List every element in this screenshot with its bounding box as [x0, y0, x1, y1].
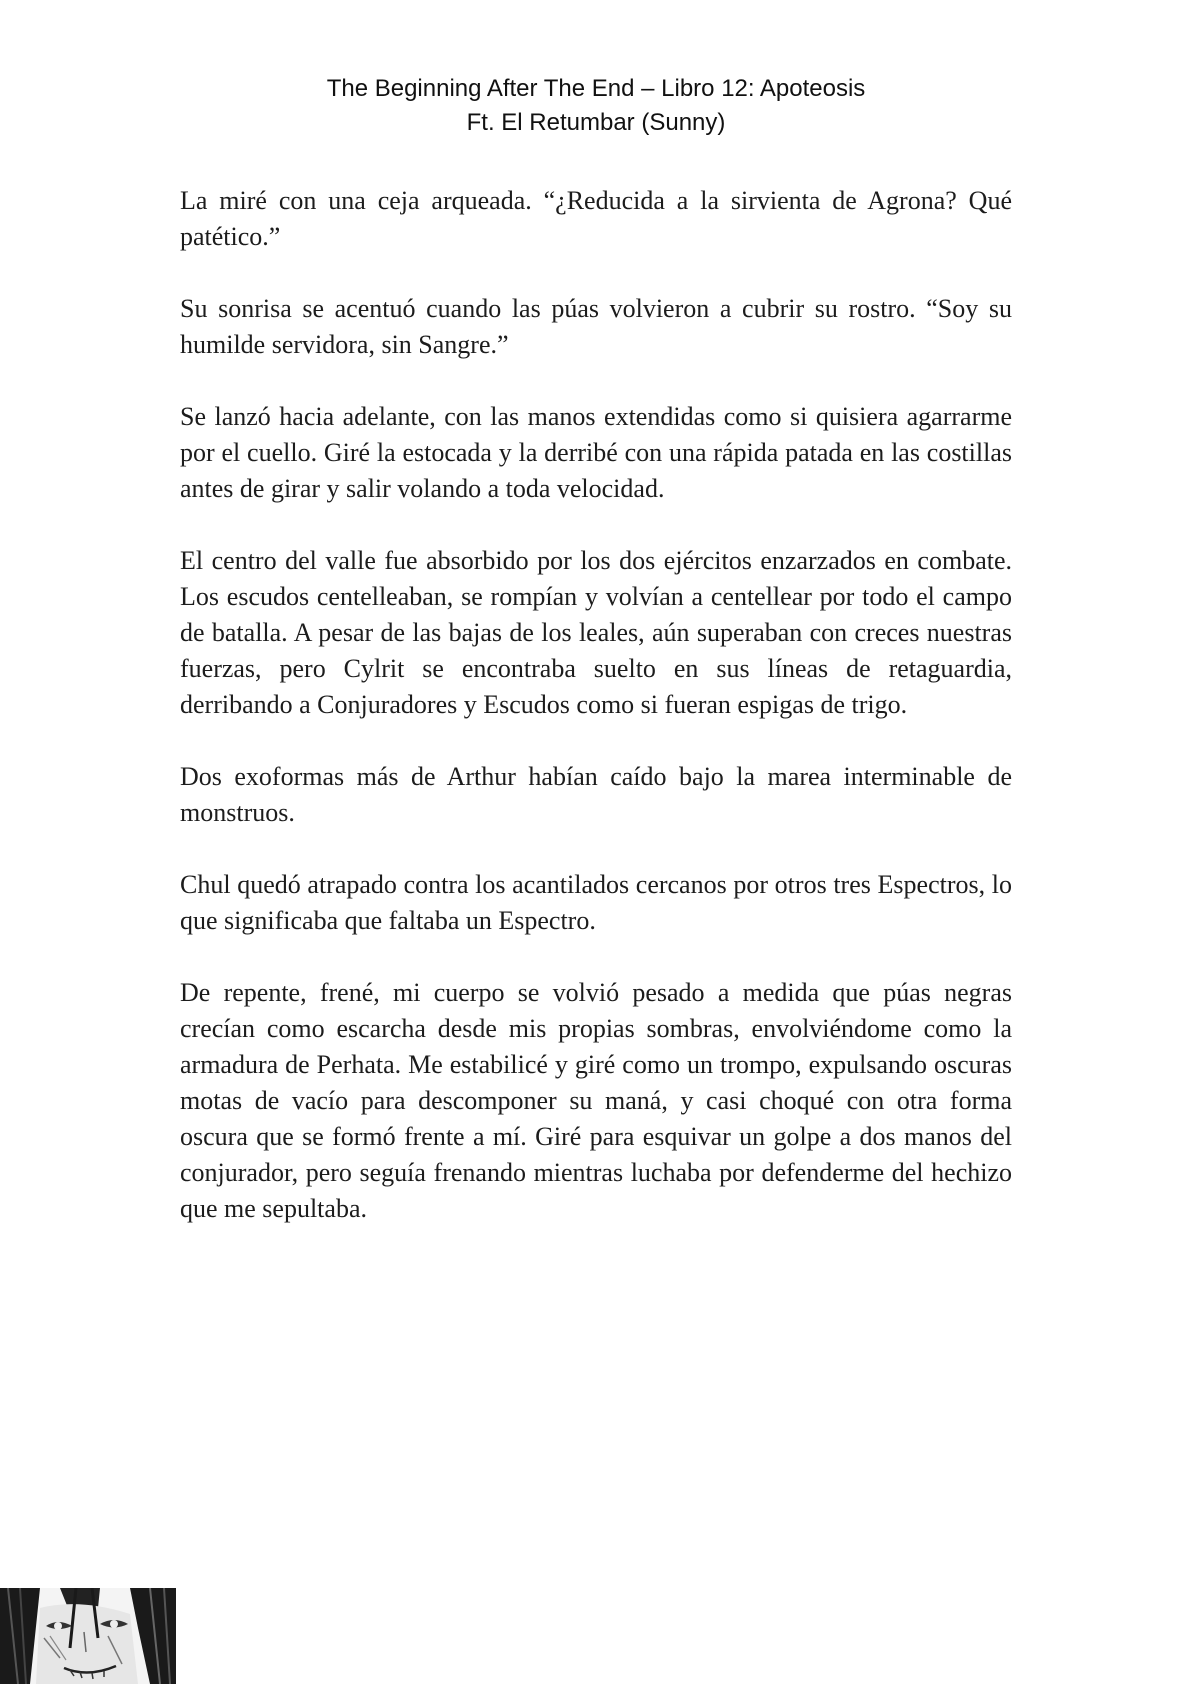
paragraph: Su sonrisa se acentuó cuando las púas volvieron a cubrir su rostro. “Soy su humilde servidora, sin Sangre.” [180, 294, 1012, 359]
paragraph: El centro del valle fue absorbido por los dos ejércitos enzarzados en combate. Los escudos centelleaban, se rompían y volvían a centellear por todo el campo de batalla. A pesar de las bajas de los leales, aún superaban con creces nuestras fuerzas, pero Cylrit se encontraba suelto en sus líneas de retaguardia, derribando a Conjuradores y Escudos como si fueran espigas de trigo. [180, 546, 1012, 719]
page-header [0, 72, 1192, 140]
paragraph: La miré con una ceja arqueada. “¿Reducida a la sirvienta de Agrona? Qué patético.” [180, 186, 1012, 251]
document-body [180, 183, 1012, 1263]
header-subtitle: Ft. El Retumbar (Sunny) [466, 109, 726, 136]
paragraph: Chul quedó atrapado contra los acantilados cercanos por otros tres Espectros, lo que significaba que faltaba un Espectro. [180, 870, 1012, 935]
character-portrait-icon [0, 1588, 176, 1684]
header-title: The Beginning After The End – Libro 12: Apoteosis [326, 75, 866, 102]
paragraph: Dos exoformas más de Arthur habían caído bajo la marea interminable de monstruos. [180, 762, 1012, 827]
paragraph: De repente, frené, mi cuerpo se volvió pesado a medida que púas negras crecían como escarcha desde mis propias sombras, envolviéndome como la armadura de Perhata. Me estabilicé y giré como un trompo, expulsando oscuras motas de vacío para descomponer su maná, y casi choqué con otra forma oscura que se formó frente a mí. Giré para esquivar un golpe a dos manos del conjurador, pero seguía frenando mientras luchaba por defenderme del hechizo que me sepultaba. [180, 978, 1012, 1223]
paragraph: Se lanzó hacia adelante, con las manos extendidas como si quisiera agarrarme por el cuello. Giré la estocada y la derribé con una rápida patada en las costillas antes de girar y salir volando a toda velocidad. [180, 402, 1012, 503]
